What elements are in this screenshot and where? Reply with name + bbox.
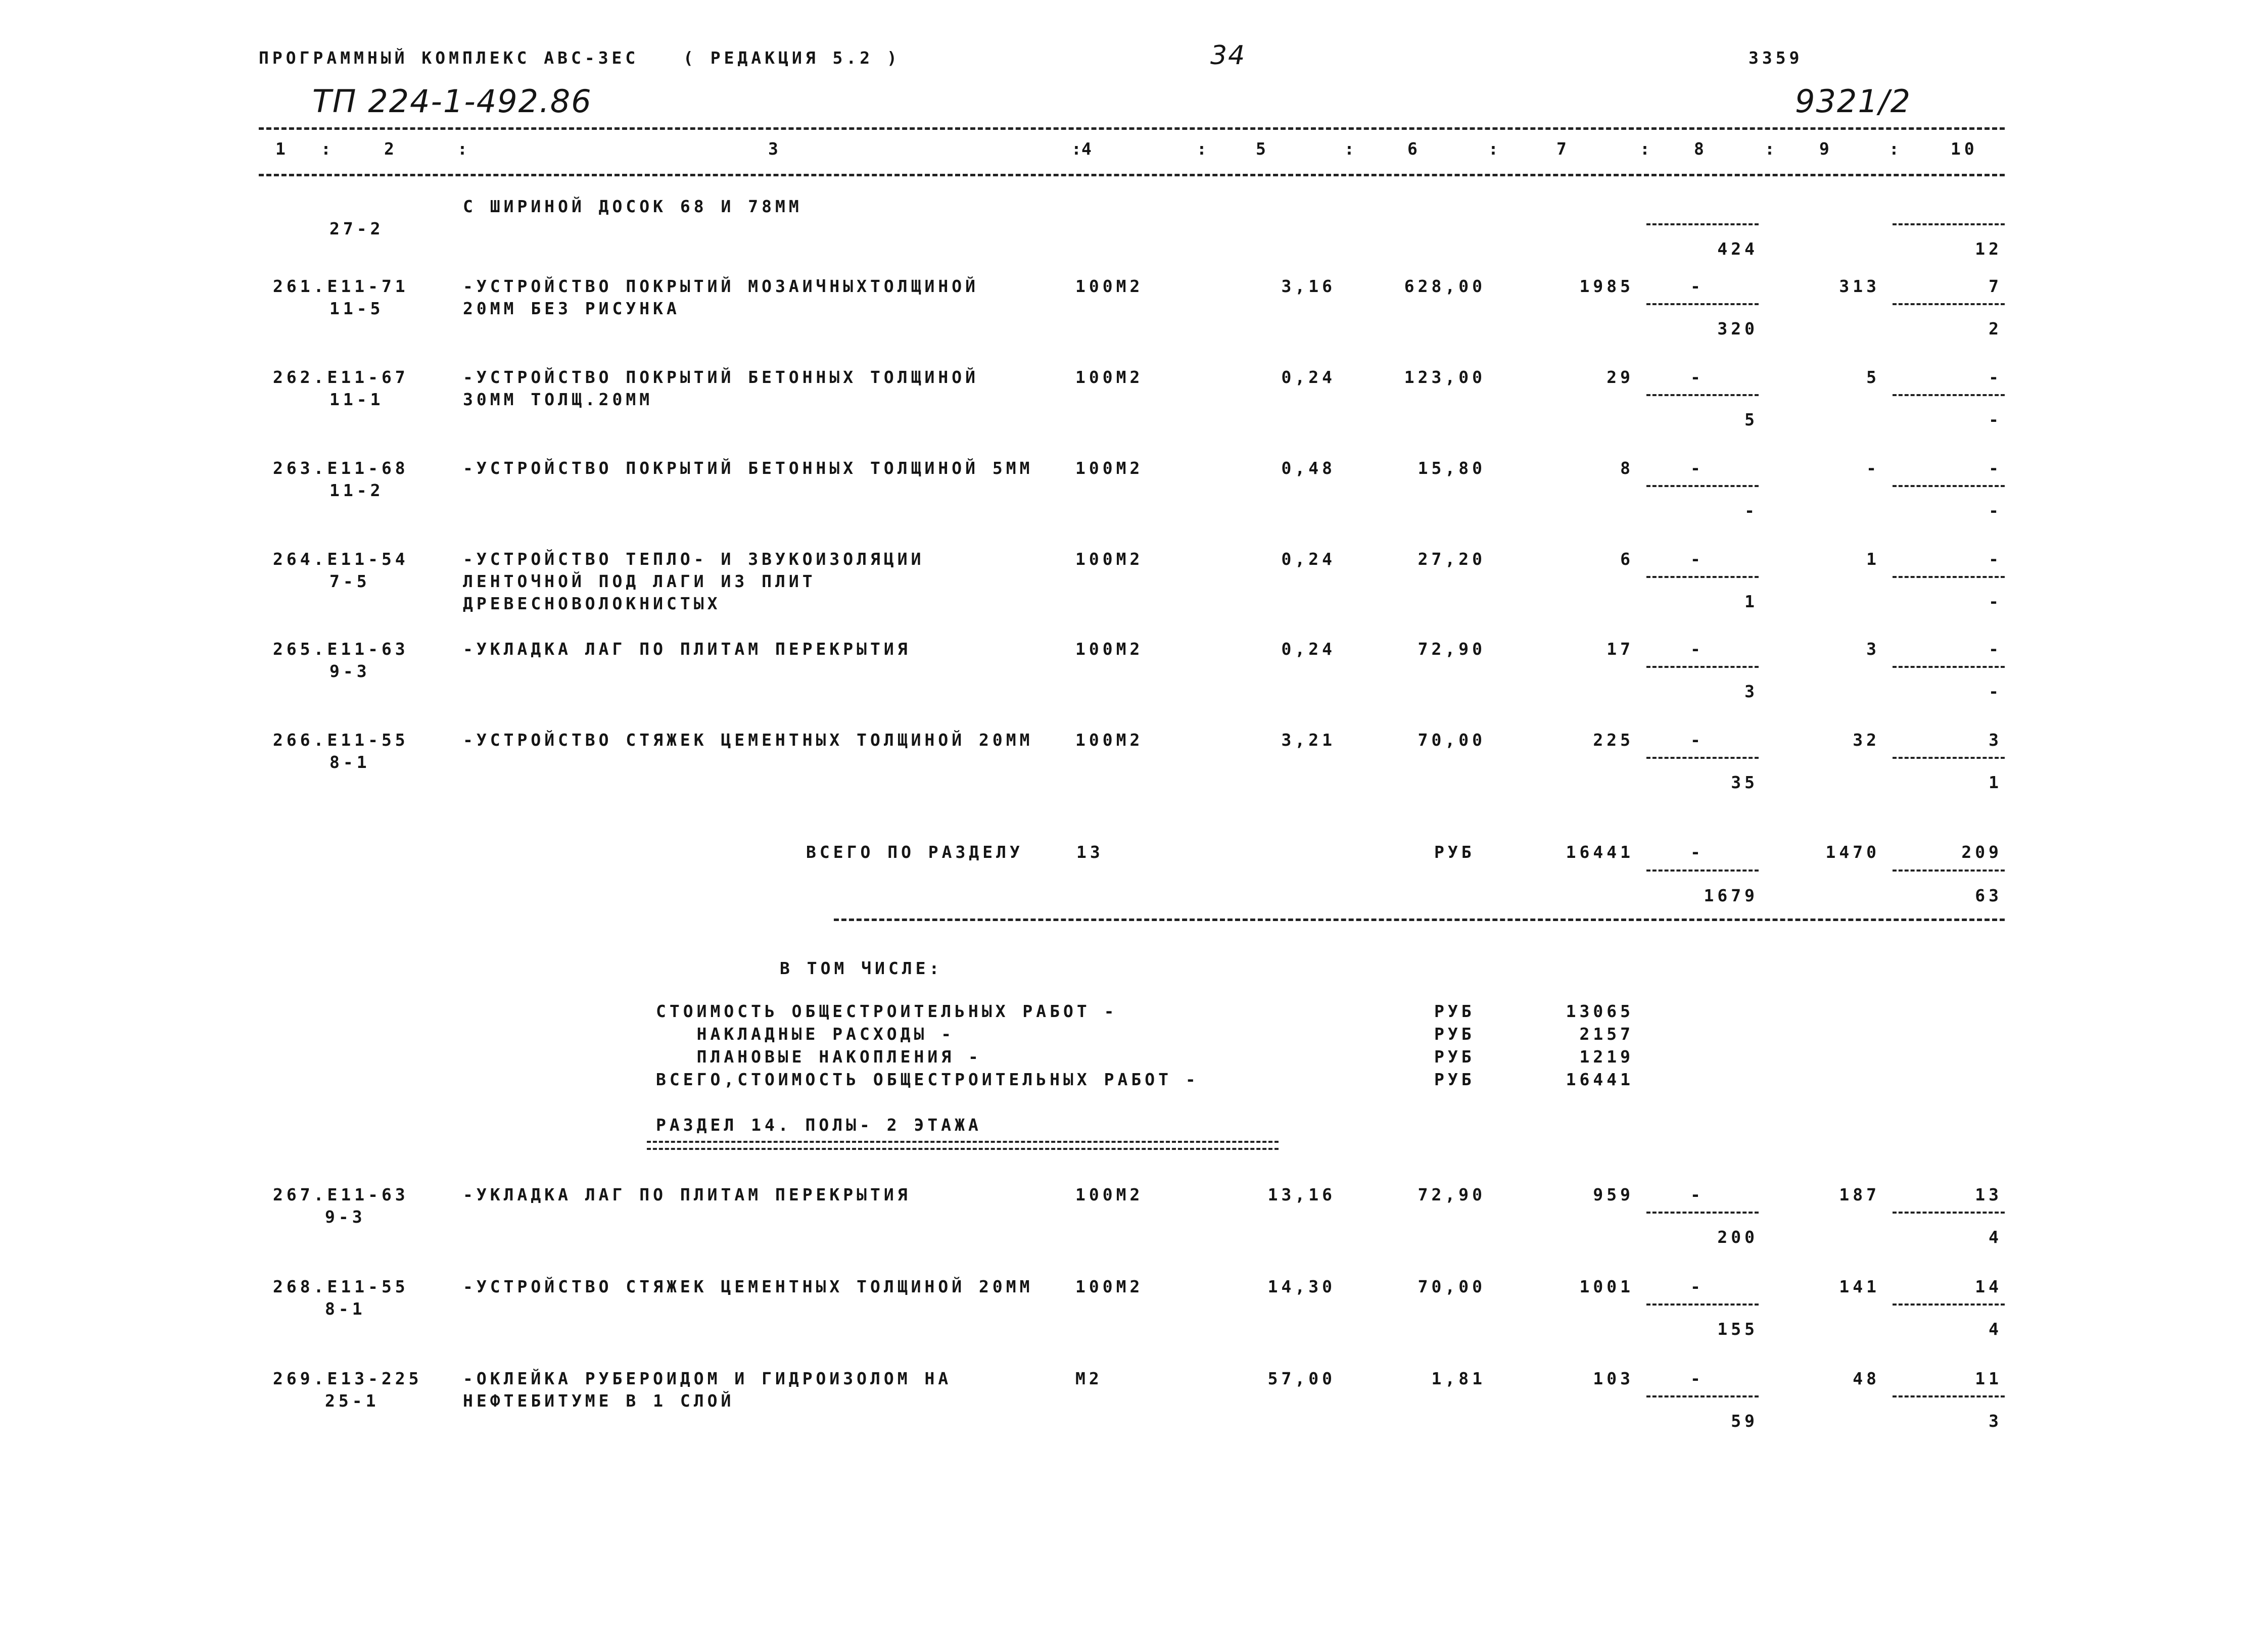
item-col10-rule (1893, 303, 2005, 305)
item-col9: 5 (1866, 367, 1880, 387)
item-unit: 100М2 (1075, 276, 1144, 296)
cost-value: 2157 (1579, 1024, 1634, 1044)
item-code: 263.Е11-68 (273, 458, 409, 478)
item-code: 266.Е11-55 (273, 730, 409, 750)
item-total: 8 (1620, 458, 1634, 478)
column-number: 8 (1694, 139, 1708, 159)
item-quantity: 13,16 (1267, 1185, 1336, 1204)
item-col8-bottom: 424 (1717, 239, 1758, 259)
item-unit-price: 628,00 (1404, 276, 1486, 296)
total-label: ВСЕГО ПО РАЗДЕЛУ (806, 842, 1023, 862)
cost-label: ВСЕГО,СТОИМОСТЬ ОБЩЕСТРОИТЕЛЬНЫХ РАБОТ - (656, 1070, 1199, 1089)
item-description: -УСТРОЙСТВО ПОКРЫТИЙ БЕТОННЫХ ТОЛЩИНОЙ (463, 367, 979, 387)
item-col10-top: 13 (1975, 1185, 2002, 1204)
item-subcode: 11-2 (329, 480, 384, 500)
item-col10-rule (1893, 485, 2005, 487)
cost-unit: РУБ (1434, 1024, 1475, 1044)
item-col8-bottom: 5 (1744, 410, 1758, 429)
column-number: 6 (1407, 139, 1421, 159)
item-col10-bottom: 1 (1989, 773, 2002, 792)
item-total: 1985 (1579, 276, 1634, 296)
column-separator: : (1344, 139, 1358, 159)
item-subcode: 9-3 (329, 661, 370, 681)
item-description: ДРЕВЕСНОВОЛОКНИСТЫХ (463, 594, 721, 613)
item-col10-top: - (1989, 549, 2002, 569)
item-col10-top: - (1989, 639, 2002, 659)
item-col8-bottom: 1 (1744, 592, 1758, 611)
item-col10-bottom: 2 (1989, 319, 2002, 339)
item-col8-bottom: 155 (1717, 1319, 1758, 1339)
item-col10-bottom: 3 (1989, 1411, 2002, 1431)
item-col8-rule (1646, 303, 1759, 305)
item-col10-bottom: - (1989, 592, 2002, 611)
item-quantity: 14,30 (1267, 1277, 1336, 1296)
item-quantity: 0,24 (1281, 549, 1336, 569)
item-total: 959 (1593, 1185, 1634, 1204)
program-name: ПРОГРАММНЫЙ КОМПЛЕКС АВС-ЗЕС (259, 48, 639, 68)
column-separator: : (1765, 139, 1778, 159)
item-col10-top: - (1989, 367, 2002, 387)
total-c8-rule (1646, 870, 1759, 872)
item-unit-price: 1,81 (1431, 1369, 1486, 1388)
section-title-underline (647, 1141, 1279, 1150)
item-col9: 1 (1866, 549, 1880, 569)
item-col10-bottom: 4 (1989, 1227, 2002, 1247)
item-total: 6 (1620, 549, 1634, 569)
cost-label: ПЛАНОВЫЕ НАКОПЛЕНИЯ - (656, 1047, 982, 1067)
edition-label: ( РЕДАКЦИЯ 5.2 ) (683, 48, 901, 68)
item-col8-bottom: 59 (1731, 1411, 1758, 1431)
item-col8-rule (1646, 223, 1759, 225)
item-unit: М2 (1075, 1369, 1103, 1388)
item-col8-bottom: - (1744, 501, 1758, 520)
doc-number: ТП 224-1-492.86 (312, 83, 592, 120)
item-col10-bottom: - (1989, 682, 2002, 701)
item-col10-top: 3 (1989, 730, 2002, 750)
item-col10-rule (1893, 1395, 2005, 1397)
item-description: -УСТРОЙСТВО ТЕПЛО- И ЗВУКОИЗОЛЯЦИИ (463, 549, 925, 569)
cost-label: СТОИМОСТЬ ОБЩЕСТРОИТЕЛЬНЫХ РАБОТ - (656, 1001, 1118, 1021)
item-col8-top: - (1690, 276, 1704, 296)
item-col9: - (1866, 458, 1880, 478)
total-c10: 209 (1961, 842, 2002, 862)
item-total: 29 (1606, 367, 1634, 387)
item-quantity: 57,00 (1267, 1369, 1336, 1388)
total-c8b: 1679 (1704, 886, 1758, 905)
item-unit-price: 123,00 (1404, 367, 1486, 387)
total-value: 16441 (1566, 842, 1634, 862)
item-col9: 3 (1866, 639, 1880, 659)
item-description: НЕФТЕБИТУМЕ В 1 СЛОЙ (463, 1391, 735, 1411)
item-col8-bottom: 3 (1744, 682, 1758, 701)
item-subcode: 7-5 (329, 571, 370, 591)
item-subcode: 9-3 (325, 1207, 366, 1227)
item-col9: 32 (1853, 730, 1880, 750)
item-col9: 313 (1839, 276, 1880, 296)
item-col10-rule (1893, 394, 2005, 396)
total-c10b: 63 (1975, 886, 2002, 905)
item-unit: 100М2 (1075, 730, 1144, 750)
item-quantity: 0,48 (1281, 458, 1336, 478)
item-unit: 100М2 (1075, 549, 1144, 569)
cost-unit: РУБ (1434, 1001, 1475, 1021)
item-unit: 100М2 (1075, 458, 1144, 478)
item-code: 261.Е11-71 (273, 276, 409, 296)
column-number: 3 (768, 139, 782, 159)
item-description: -УСТРОЙСТВО СТЯЖЕК ЦЕМЕНТНЫХ ТОЛЩИНОЙ 20ММ (463, 730, 1033, 750)
column-separator: : (1640, 139, 1653, 159)
column-number: 9 (1819, 139, 1833, 159)
cost-value: 1219 (1579, 1047, 1634, 1067)
cost-unit: РУБ (1434, 1047, 1475, 1067)
item-description: -УСТРОЙСТВО ПОКРЫТИЙ МОЗАИЧНЫХТОЛЩИНОЙ (463, 276, 979, 296)
item-col10-rule (1893, 576, 2005, 578)
column-number: 2 (384, 139, 398, 159)
column-number: 10 (1951, 139, 1978, 159)
item-col8-top: - (1690, 458, 1704, 478)
item-code: 269.Е13-225 (273, 1369, 422, 1388)
column-separator: : (1889, 139, 1903, 159)
item-col8-top: - (1690, 730, 1704, 750)
total-c8: - (1690, 842, 1704, 862)
item-code: 265.Е11-63 (273, 639, 409, 659)
item-col8-top: - (1690, 1369, 1704, 1388)
header-rule-top (259, 127, 2005, 130)
item-code: 267.Е11-63 (273, 1185, 409, 1204)
item-description: -УКЛАДКА ЛАГ ПО ПЛИТАМ ПЕРЕКРЫТИЯ (463, 639, 911, 659)
item-col8-top: - (1690, 639, 1704, 659)
item-subcode: 27-2 (329, 219, 384, 238)
item-col10-bottom: 12 (1975, 239, 2002, 259)
item-col10-rule (1893, 1212, 2005, 1214)
item-col10-bottom: - (1989, 410, 2002, 429)
item-unit-price: 72,90 (1418, 1185, 1486, 1204)
item-col10-bottom: - (1989, 501, 2002, 520)
item-description: -ОКЛЕЙКА РУБЕРОИДОМ И ГИДРОИЗОЛОМ НА (463, 1369, 952, 1388)
column-number: 4 (1081, 139, 1095, 159)
cost-label: НАКЛАДНЫЕ РАСХОДЫ - (656, 1024, 955, 1044)
item-unit: 100М2 (1075, 1185, 1144, 1204)
total-c9: 1470 (1825, 842, 1880, 862)
item-total: 103 (1593, 1369, 1634, 1388)
item-subcode: 8-1 (329, 752, 370, 772)
cost-unit: РУБ (1434, 1070, 1475, 1089)
item-col8-top: - (1690, 367, 1704, 387)
item-col8-rule (1646, 666, 1759, 668)
item-col8-top: - (1690, 549, 1704, 569)
total-unit: РУБ (1434, 842, 1475, 862)
doc-code: 9321/2 (1795, 83, 1912, 120)
sheet-code: 3359 (1749, 48, 1803, 68)
item-description: С ШИРИНОЙ ДОСОК 68 И 78ММ (463, 197, 802, 216)
including-title: В ТОМ ЧИСЛЕ: (780, 958, 943, 978)
item-subcode: 11-5 (329, 299, 384, 318)
column-separator: : (457, 139, 471, 159)
item-col8-rule (1646, 757, 1759, 759)
total-rule (834, 919, 2005, 921)
item-col10-top: 11 (1975, 1369, 2002, 1388)
item-total: 225 (1593, 730, 1634, 750)
column-separator: : (1488, 139, 1502, 159)
total-section: 13 (1076, 842, 1104, 862)
column-number: 1 (275, 139, 289, 159)
column-separator: : (1197, 139, 1210, 159)
item-description: -УСТРОЙСТВО СТЯЖЕК ЦЕМЕНТНЫХ ТОЛЩИНОЙ 20ММ (463, 1277, 1033, 1296)
item-unit-price: 27,20 (1418, 549, 1486, 569)
item-col8-rule (1646, 1304, 1759, 1306)
item-description: -УСТРОЙСТВО ПОКРЫТИЙ БЕТОННЫХ ТОЛЩИНОЙ 5ММ (463, 458, 1033, 478)
total-c10-rule (1893, 870, 2005, 872)
item-col10-top: 7 (1989, 276, 2002, 296)
item-total: 17 (1606, 639, 1634, 659)
item-col10-bottom: 4 (1989, 1319, 2002, 1339)
item-col9: 141 (1839, 1277, 1880, 1296)
cost-value: 16441 (1566, 1070, 1634, 1089)
item-col10-rule (1893, 1304, 2005, 1306)
item-description: ЛЕНТОЧНОЙ ПОД ЛАГИ ИЗ ПЛИТ (463, 571, 816, 591)
item-subcode: 8-1 (325, 1299, 366, 1319)
item-col8-bottom: 200 (1717, 1227, 1758, 1247)
column-separator: : (321, 139, 335, 159)
item-col8-rule (1646, 394, 1759, 396)
item-total: 1001 (1579, 1277, 1634, 1296)
item-col8-bottom: 320 (1717, 319, 1758, 339)
item-col8-bottom: 35 (1731, 773, 1758, 792)
item-col10-rule (1893, 666, 2005, 668)
item-unit: 100М2 (1075, 367, 1144, 387)
header-rule-bottom (259, 174, 2005, 176)
item-unit-price: 70,00 (1418, 1277, 1486, 1296)
column-separator: : (1071, 139, 1085, 159)
cost-value: 13065 (1566, 1001, 1634, 1021)
item-description: -УКЛАДКА ЛАГ ПО ПЛИТАМ ПЕРЕКРЫТИЯ (463, 1185, 911, 1204)
item-col9: 48 (1853, 1369, 1880, 1388)
column-number: 5 (1256, 139, 1269, 159)
item-col8-rule (1646, 1212, 1759, 1214)
item-quantity: 3,21 (1281, 730, 1336, 750)
item-quantity: 0,24 (1281, 367, 1336, 387)
item-col8-top: - (1690, 1185, 1704, 1204)
item-unit: 100М2 (1075, 639, 1144, 659)
item-unit-price: 72,90 (1418, 639, 1486, 659)
item-quantity: 0,24 (1281, 639, 1336, 659)
item-col8-rule (1646, 485, 1759, 487)
page-number: 34 (1210, 40, 1246, 71)
item-col10-top: 14 (1975, 1277, 2002, 1296)
item-col8-top: - (1690, 1277, 1704, 1296)
item-col10-top: - (1989, 458, 2002, 478)
item-subcode: 25-1 (325, 1391, 380, 1411)
item-description: 30ММ ТОЛЩ.20ММ (463, 390, 653, 409)
column-number: 7 (1556, 139, 1570, 159)
item-code: 268.Е11-55 (273, 1277, 409, 1296)
item-code: 262.Е11-67 (273, 367, 409, 387)
item-col9: 187 (1839, 1185, 1880, 1204)
item-col10-rule (1893, 223, 2005, 225)
item-col8-rule (1646, 576, 1759, 578)
item-quantity: 3,16 (1281, 276, 1336, 296)
item-description: 20ММ БЕЗ РИСУНКА (463, 299, 680, 318)
item-col8-rule (1646, 1395, 1759, 1397)
item-unit-price: 15,80 (1418, 458, 1486, 478)
item-unit: 100М2 (1075, 1277, 1144, 1296)
section-title: РАЗДЕЛ 14. ПОЛЫ- 2 ЭТАЖА (656, 1115, 982, 1135)
item-col10-rule (1893, 757, 2005, 759)
item-unit-price: 70,00 (1418, 730, 1486, 750)
item-subcode: 11-1 (329, 390, 384, 409)
item-code: 264.Е11-54 (273, 549, 409, 569)
